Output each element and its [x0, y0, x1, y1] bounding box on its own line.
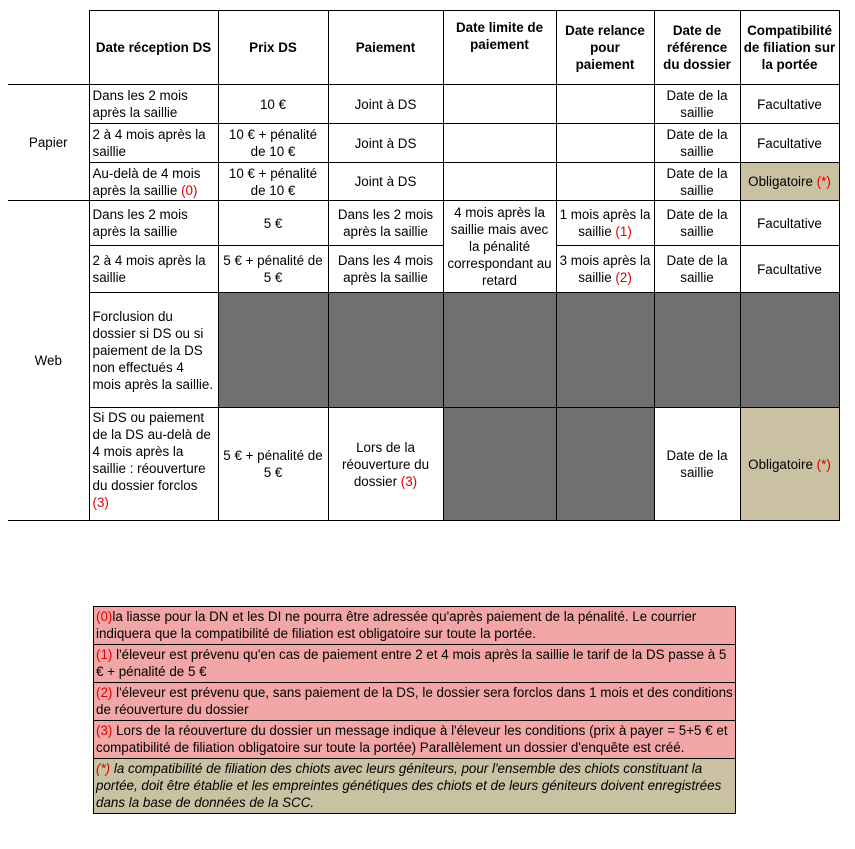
cell-reception-text: Au-delà de 4 mois après la saillie	[92, 165, 201, 198]
cell-reference-greyed	[654, 293, 740, 408]
table-row	[8, 124, 839, 163]
cell-paiement: Dans les 4 mois après la saillie	[328, 246, 443, 293]
footnote-text: l'éleveur est prévenu que, sans paiement de la DS, le dossier sera forclos dans 1 mois et des conditions de réouverture du dossier	[96, 685, 733, 717]
footnote-1	[93, 644, 736, 682]
cell-reference: Date de la saillie	[654, 163, 740, 201]
header-date-reference: Date de référence du dossier	[654, 11, 740, 85]
cell-limite-greyed	[443, 293, 556, 408]
note-marker: (1)	[615, 224, 632, 239]
cell-relance	[556, 246, 654, 293]
cell-compat: Facultative	[740, 246, 839, 293]
cell-limite	[443, 124, 556, 163]
header-prix: Prix DS	[218, 11, 328, 85]
note-marker: (3)	[92, 495, 109, 510]
cell-compat-text: Obligatoire	[748, 174, 813, 189]
corner-cell	[8, 11, 89, 85]
header-compatibilite: Compatibilité de filiation sur la portée	[740, 11, 839, 85]
table-row	[8, 163, 839, 201]
footnote-text: la liasse pour la DN et les DI ne pourra être adressée qu'après paiement de la pénalité. Le courrier indiquera que la compatibilité de filiation est obligatoire sur toute la portée.	[96, 609, 697, 641]
note-marker: (0)	[181, 182, 198, 198]
cell-reception: Forclusion du dossier si DS ou si paiement de la DS non effectués 4 mois après la saillie.	[89, 293, 218, 408]
cell-compat-greyed	[740, 293, 839, 408]
cell-paiement: Joint à DS	[328, 124, 443, 163]
table-row	[8, 246, 839, 293]
cell-relance	[556, 201, 654, 246]
footnote-star	[93, 758, 736, 814]
group-label-web: Web	[8, 201, 89, 521]
table-row	[8, 85, 839, 124]
footnote-text: l'éleveur est prévenu qu'en cas de paiement entre 2 et 4 mois après la saillie le tarif de la DS passe à 5 € + pénalité de 5 €	[96, 647, 727, 679]
cell-relance	[556, 85, 654, 124]
cell-limite: 4 mois après la saillie mais avec la pénalité correspondant au retard	[443, 201, 556, 293]
table-row	[8, 293, 839, 408]
cell-prix-greyed	[218, 293, 328, 408]
note-marker: (2)	[615, 270, 632, 285]
cell-reception	[89, 163, 218, 201]
header-date-relance: Date relance pour paiement	[556, 11, 654, 85]
cell-reception-text: Si DS ou paiement de la DS au-delà de 4 mois après la saillie : réouverture du dossier forclos	[92, 410, 211, 493]
cell-prix: 5 € + pénalité de 5 €	[218, 408, 328, 521]
cell-paiement	[328, 408, 443, 521]
cell-compat: Facultative	[740, 85, 839, 124]
cell-limite	[443, 163, 556, 201]
cell-paiement: Joint à DS	[328, 85, 443, 124]
footnote-text: la compatibilité de filiation des chiots avec leurs géniteurs, pour l'ensemble des chiots constituant la portée, doit être établie et les empreintes génétiques des chiots et de leurs géniteurs doivent enregistrées dans la base de données de la SCC.	[96, 761, 722, 810]
note-marker: (3)	[400, 473, 418, 489]
cell-reference: Date de la saillie	[654, 124, 740, 163]
footnote-marker: (0)	[96, 609, 113, 624]
header-date-limite: Date limite de paiement	[443, 11, 556, 85]
ds-table	[8, 10, 840, 521]
cell-limite-greyed	[443, 408, 556, 521]
note-marker: (*)	[816, 456, 831, 472]
cell-relance-text: 3 mois après la saillie	[559, 253, 651, 285]
footnote-marker: (2)	[96, 685, 113, 700]
footnote-2	[93, 682, 736, 720]
cell-compat: Facultative	[740, 201, 839, 246]
cell-reception	[89, 408, 218, 521]
footnotes	[93, 606, 736, 814]
cell-reference: Date de la saillie	[654, 408, 740, 521]
cell-reception: Dans les 2 mois après la saillie	[89, 201, 218, 246]
cell-limite	[443, 85, 556, 124]
header-paiement: Paiement	[328, 11, 443, 85]
note-marker: (*)	[816, 174, 831, 189]
group-label-papier: Papier	[8, 85, 89, 201]
cell-prix: 10 €	[218, 85, 328, 124]
cell-compat	[740, 163, 839, 201]
cell-compat-text: Obligatoire	[748, 456, 813, 472]
cell-prix: 5 €	[218, 201, 328, 246]
cell-relance	[556, 124, 654, 163]
cell-reference: Date de la saillie	[654, 85, 740, 124]
cell-paiement: Joint à DS	[328, 163, 443, 201]
cell-relance-greyed	[556, 293, 654, 408]
footnote-marker: (3)	[96, 723, 113, 738]
cell-paiement: Dans les 2 mois après la saillie	[328, 201, 443, 246]
header-date-reception: Date réception DS	[89, 11, 218, 85]
table-row	[8, 201, 839, 246]
header-row	[8, 11, 839, 85]
cell-relance-greyed	[556, 408, 654, 521]
cell-prix: 10 € + pénalité de 10 €	[218, 124, 328, 163]
footnote-marker: (1)	[96, 647, 113, 662]
cell-reference: Date de la saillie	[654, 246, 740, 293]
footnote-3	[93, 720, 736, 758]
cell-reception: 2 à 4 mois après la saillie	[89, 124, 218, 163]
footnote-0	[93, 606, 736, 644]
cell-paiement-text: Lors de la réouverture du dossier	[341, 439, 430, 489]
cell-prix: 10 € + pénalité de 10 €	[218, 163, 328, 201]
cell-relance-text: 1 mois après la saillie	[559, 207, 651, 239]
cell-paiement-greyed	[328, 293, 443, 408]
footnote-text: Lors de la réouverture du dossier un message indique à l'éleveur les conditions (prix à payer = 5+5 € et compatibilité de filiation obligatoire sur toute la portée) Parallèlement un dossier d'enquête est créé.	[96, 723, 728, 755]
footnote-marker: (*)	[96, 761, 111, 776]
cell-compat	[740, 408, 839, 521]
cell-prix: 5 € + pénalité de 5 €	[218, 246, 328, 293]
cell-reception: Dans les 2 mois après la saillie	[89, 85, 218, 124]
cell-compat: Facultative	[740, 124, 839, 163]
table-row	[8, 408, 839, 521]
cell-reference: Date de la saillie	[654, 201, 740, 246]
cell-relance	[556, 163, 654, 201]
cell-reception: 2 à 4 mois après la saillie	[89, 246, 218, 293]
